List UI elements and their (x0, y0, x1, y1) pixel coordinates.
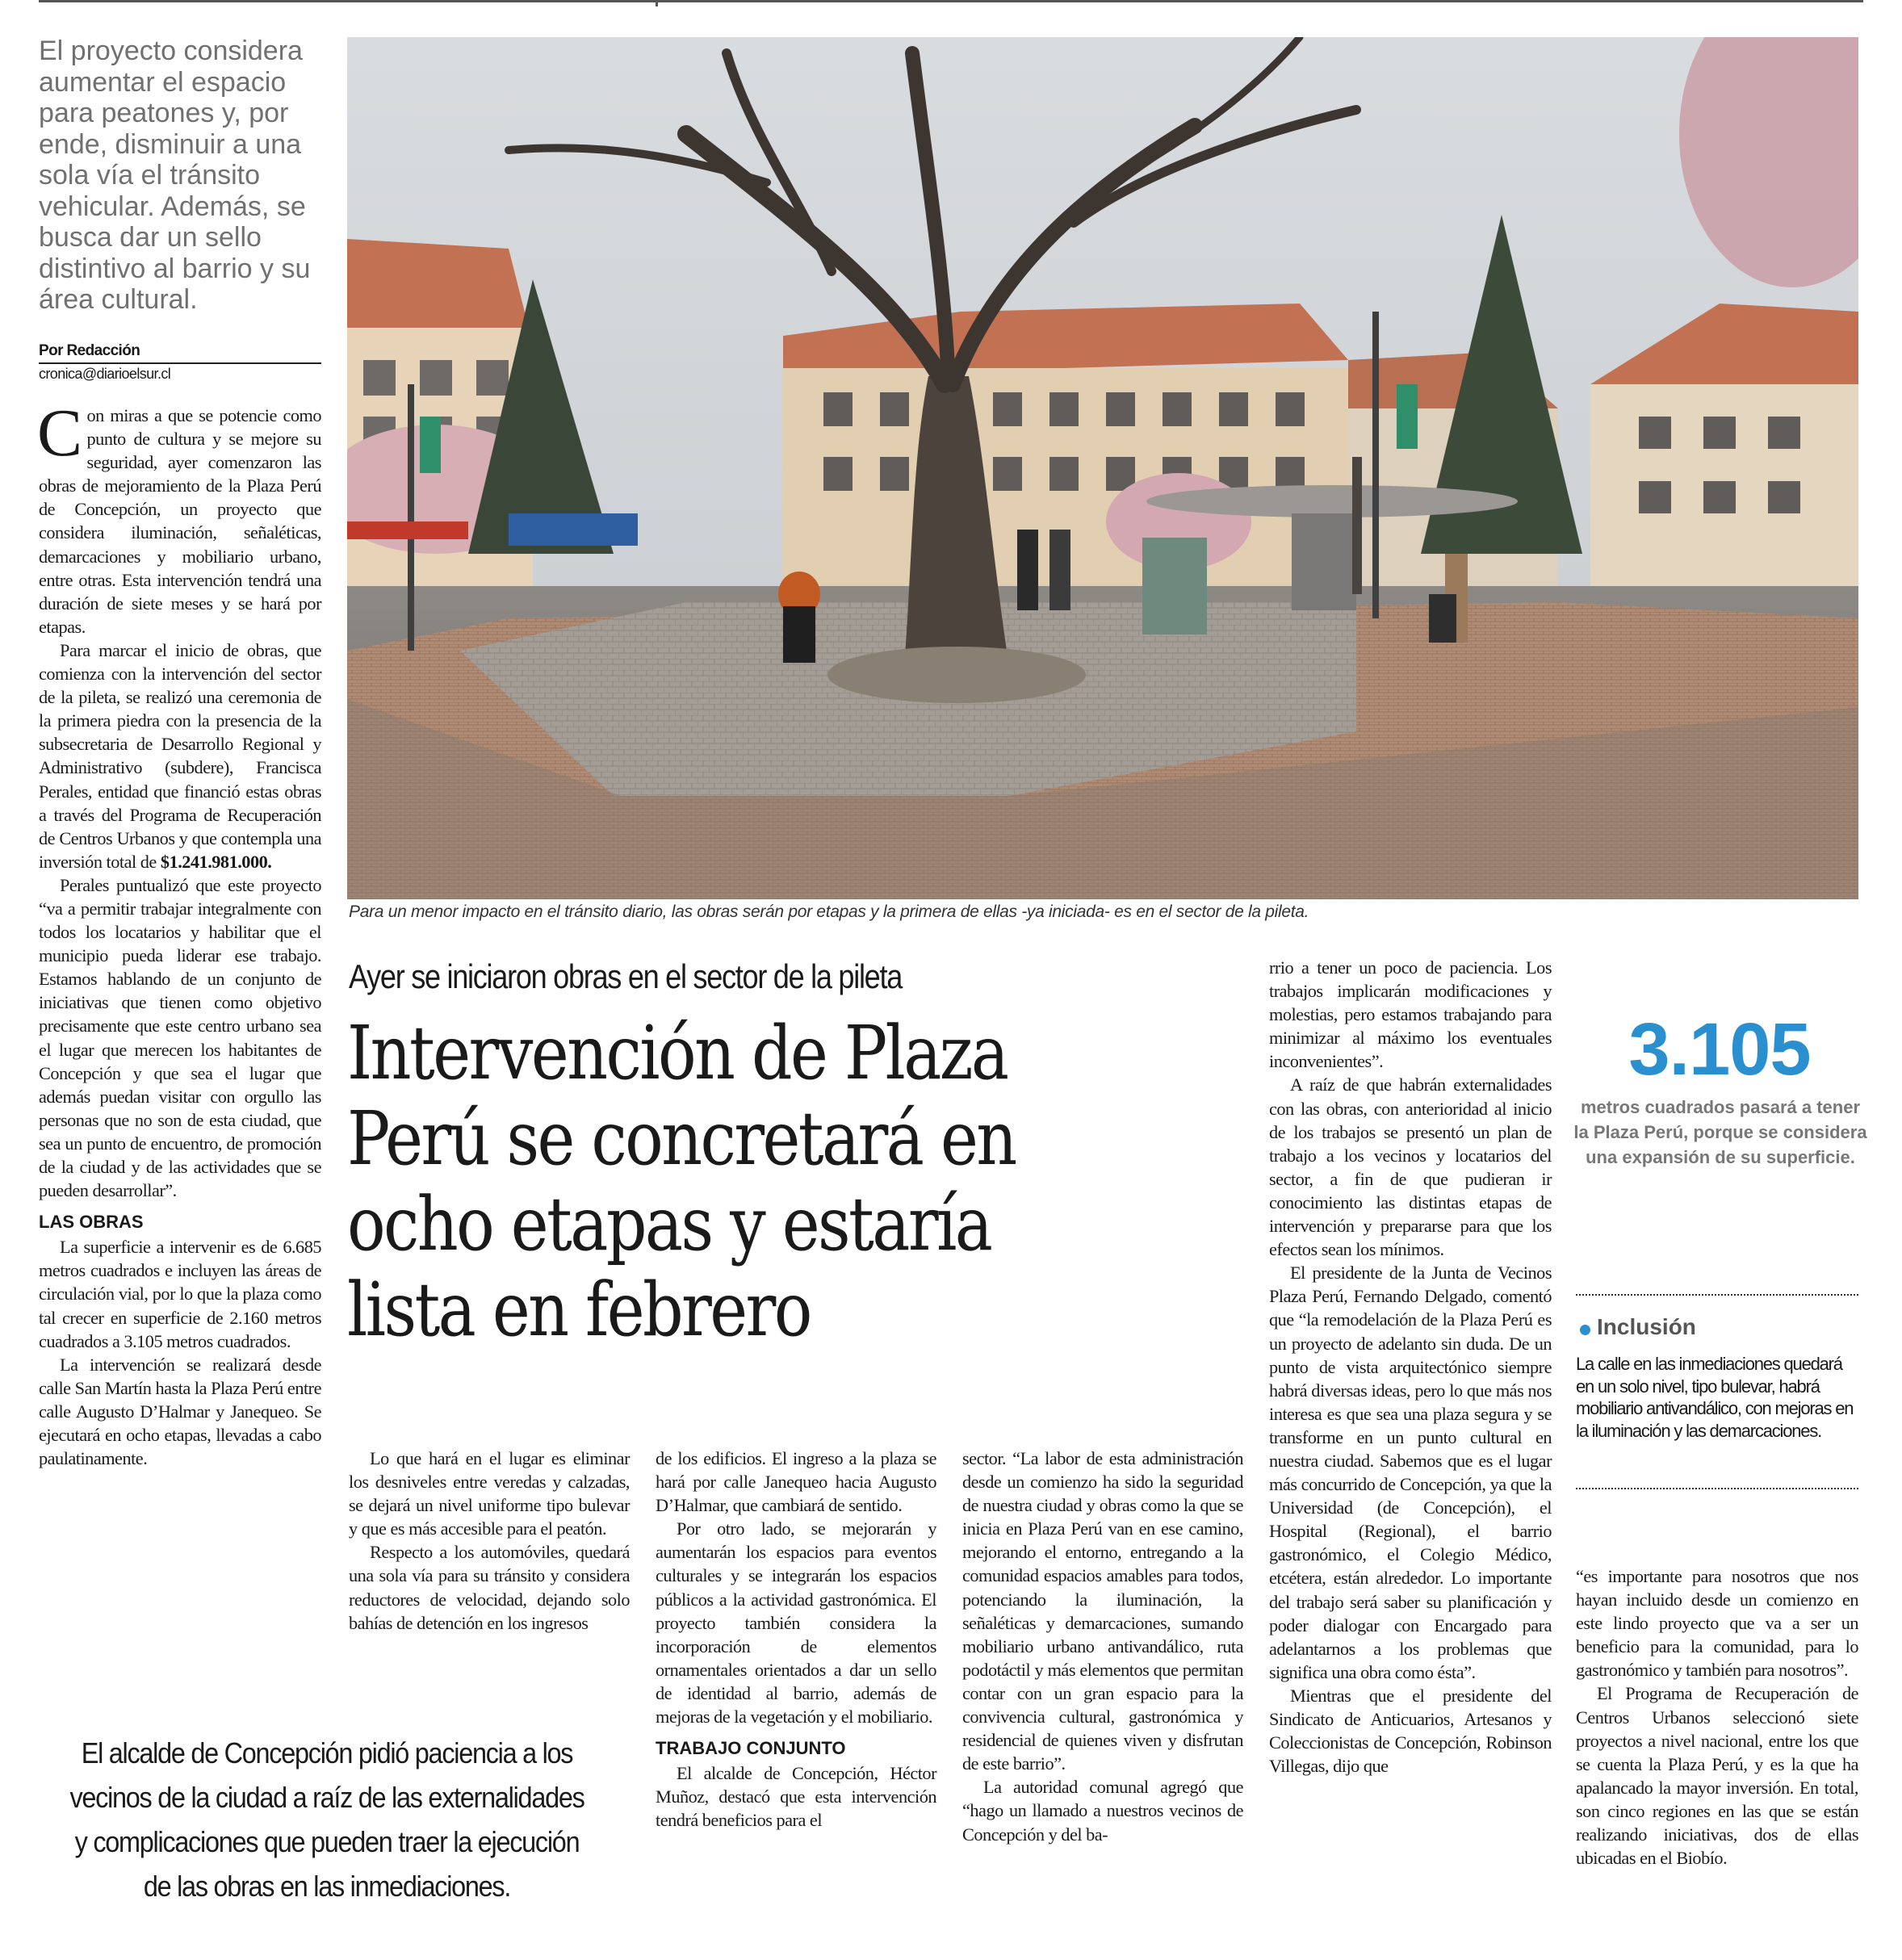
body-column-6 (1576, 1564, 1858, 1870)
body-column-1 (37, 396, 321, 1470)
col5-paragraph-1: rrio a tener un poco de paciencia. Los trabajos implicarán modificaciones y molestias, pero estamos trabajando para minimizar al máximo los eventuales inconvenientes”. (1269, 957, 1552, 1072)
col1-paragraph-5: La intervención se realizará desde calle San Martín hasta la Plaza Perú entre calle Augusto D’Halmar y Janequeo. Se ejecutará en ocho etapas, llevadas a cabo paulatinamente. (39, 1354, 321, 1469)
body-column-3 (656, 1447, 936, 1832)
col5-paragraph-2: A raíz de que habrán externalidades con las obras, con anterioridad al inicio de los trabajos se presentó un plan de trabajo a los vecinos y locatarios del sector, a fin de que pudieran ir conocimiento las distintas etapas de intervención y prepararse para que los efectos sean los mínimos. (1269, 1074, 1552, 1260)
col6-paragraph-2: El Programa de Recuperación de Centros Urbanos seleccionó siete proyectos a nivel nacional, entre los que se cuenta la Plaza Perú, y es la que ha apalancado la mayor inversión. En total, son cinco regiones en las que se están realizando iniciativas, dos de ellas ubicadas en el Biobío. (1576, 1683, 1858, 1869)
bullet-dot-icon (1580, 1325, 1590, 1335)
stat-number: 3.105 (1628, 1008, 1811, 1091)
inclusion-heading: Inclusión (1597, 1314, 1696, 1339)
col3-paragraph-1: de los edificios. El ingreso a la plaza se hará por calle Janequeo hacia Augusto D’Halmar, que cambiará de sentido. (656, 1448, 936, 1516)
headline-kicker: Ayer se iniciaron obras en el sector de la pileta (349, 957, 903, 995)
subhead-trabajo-conjunto: TRABAJO CONJUNTO (656, 1738, 846, 1759)
col6-paragraph-1: “es importante para nosotros que nos hayan incluido desde un comienzo en este lindo proyecto que va a ser un beneficio para la comunidad, para lo gastronómico y también para nosotros”. (1576, 1566, 1858, 1681)
photo-caption: Para un menor impacto en el tránsito diario, las obras serán por etapas y la primera de ellas -ya iniciada- es en el sector de la pileta. (349, 903, 1309, 921)
stat-description: metros cuadrados pasará a tener la Plaza Perú, porque se considera una expansión de su superficie. (1573, 1097, 1867, 1167)
subhead-las-obras: LAS OBRAS (39, 1212, 144, 1233)
col2-paragraph-2: Respecto a los automóviles, quedará una sola vía para su tránsito y considera reductores de velocidad, dejando solo bahías de detención en los ingresos (349, 1542, 630, 1633)
col1-paragraph-1: Con miras a que se potencie como punto de cultura y se mejore su seguridad, ayer comenzaron las obras de mejoramiento de la Plaza Perú de Concepción, un proyecto que considera iluminación, señaléticas, demarcaciones y mobiliario urbano, entre otras. Esta intervención tendrá una duración de siete meses y se hará por etapas. (37, 396, 321, 637)
col3-paragraph-2: Por otro lado, se mejorarán y aumentarán los espacios para eventos culturales y se integrarán los espacios públicos a la actividad gastronómica. El proyecto también considera la incorporación de elementos ornamentales orientados a dar un sello de identidad al barrio, además de mejoras de la vegetación y el mobiliario. (656, 1518, 936, 1728)
byline-email: cronica@diarioelsur.cl (39, 366, 171, 382)
inclusion-box-bottom-rule (1576, 1488, 1858, 1489)
drop-cap: C (37, 396, 82, 471)
col1-paragraph-4: La superficie a intervenir es de 6.685 metros cuadrados e incluyen las áreas de circulación vial, por lo que la plaza como tal crecer en superficie de 2.160 metros cuadrados a 3.105 metros cuadrados. (39, 1237, 321, 1351)
byline: Por Redacción (39, 342, 140, 359)
col4-paragraph-1: sector. “La labor de esta administración desde un comienzo ha sido la seguridad de nuestra ciudad y obras como la que se inicia en Plaza Perú van en ese camino, mejorando el entorno, entregando a la comunidad espacios amables para todos, potenciando la iluminación, la señaléticas y demarcaciones, sumando mobiliario urbano antivandálico, ruta podotáctil y más elementos que permitan contar con un gran espacio para la convivencia cultural, gastronómica y residencial de quienes viven y disfrutan de este barrio”. (962, 1448, 1243, 1774)
col4-paragraph-2: La autoridad comunal agregó que “hago un llamado a nuestros vecinos de Concepción y del ba- (962, 1777, 1243, 1845)
investment-amount: $1.241.981.000. (160, 851, 272, 872)
inclusion-text: La calle en las inmediaciones quedará en un solo nivel, tipo bulevar, habrá mobiliario antivandálico, con mejoras en la iluminación y las demarcaciones. (1576, 1354, 1854, 1441)
col1-paragraph-3: Perales puntualizó que este proyecto “va a permitir trabajar integralmente con todos los locatarios y habilitar que el municipio pueda liderar ese trabajo. Estamos hablando de un conjunto de iniciativas que tienen como objetivo precisamente que este centro urbano sea el lugar que merecen los habitantes de Concepción y que sea el lugar que además puedan visitar con orgullo las personas que no son de esta ciudad, que sea un punto de encuentro, de promoción de la ciudad y de las actividades que se pueden desarrollar”. (39, 874, 321, 1201)
headline: Intervención de Plaza Perú se concretará en ocho etapas y estaría lista en febrero (347, 1010, 1016, 1353)
body-column-2 (349, 1447, 630, 1635)
inclusion-box-top-rule (1576, 1294, 1858, 1296)
plaza-peru-photo (347, 37, 1858, 899)
body-column-5 (1269, 956, 1552, 1778)
pull-quote: El alcalde de Concepción pidió paciencia a los vecinos de la ciudad a raíz de las externalidades y complicaciones que pueden traer la ejecución de las obras en las inmediaciones. (69, 1736, 584, 1903)
top-rule (39, 0, 1863, 2)
col3-paragraph-3: El alcalde de Concepción, Héctor Muñoz, destacó que esta intervención tendrá beneficios para el (656, 1763, 936, 1831)
body-column-4 (962, 1447, 1243, 1846)
top-rule-tick (656, 0, 658, 6)
col2-paragraph-1: Lo que hará en el lugar es eliminar los desniveles entre veredas y calzadas, se dejará un nivel uniforme tipo bulevar y que es más accesible para el peatón. (349, 1448, 630, 1539)
byline-rule (39, 362, 321, 364)
col1-paragraph-2: Para marcar el inicio de obras, que comienza con la intervención del sector de la pileta, se realizó una ceremonia de la primera piedra con la presencia de la subsecretaria de Desarrollo Regional y Administrativo (subdere), Francisca Perales, entidad que financió estas obras a través del Programa de Recuperación de Centros Urbanos y que contempla una inversión total de $1.241.981.000. (39, 639, 321, 872)
col5-paragraph-3: El presidente de la Junta de Vecinos Plaza Perú, Fernando Delgado, comentó que “la remodelación de la Plaza Perú es un proyecto de adelanto sin duda. De un punto de vista arquitectónico siempre habrá diversas ideas, pero lo que más nos interesa es que sea una plaza segura y se transforme en un punto cultural en nuestra ciudad. Sabemos que es el lugar más concurrido de Concepción, ya que la Universidad (de Concepción), el Hospital (Regional), el barrio gastronómico, el Colegio Médico, etcétera, están alrededor. Lo importante del trabajo será saber su planificación y poder dialogar con Encargado para adelantarnos a los problemas que significa una obra como ésta”. (1269, 1263, 1552, 1682)
col5-paragraph-4: Mientras que el presidente del Sindicato de Anticuarios, Artesanos y Coleccionistas de Concepción, Robinson Villegas, dijo que (1269, 1685, 1552, 1777)
article-deck: El proyecto considera aumentar el espacio para peatones y, por ende, disminuir a una sola vía el tránsito vehicular. Además, se busca dar un sello distintivo al barrio y su área cultural. (39, 36, 311, 315)
